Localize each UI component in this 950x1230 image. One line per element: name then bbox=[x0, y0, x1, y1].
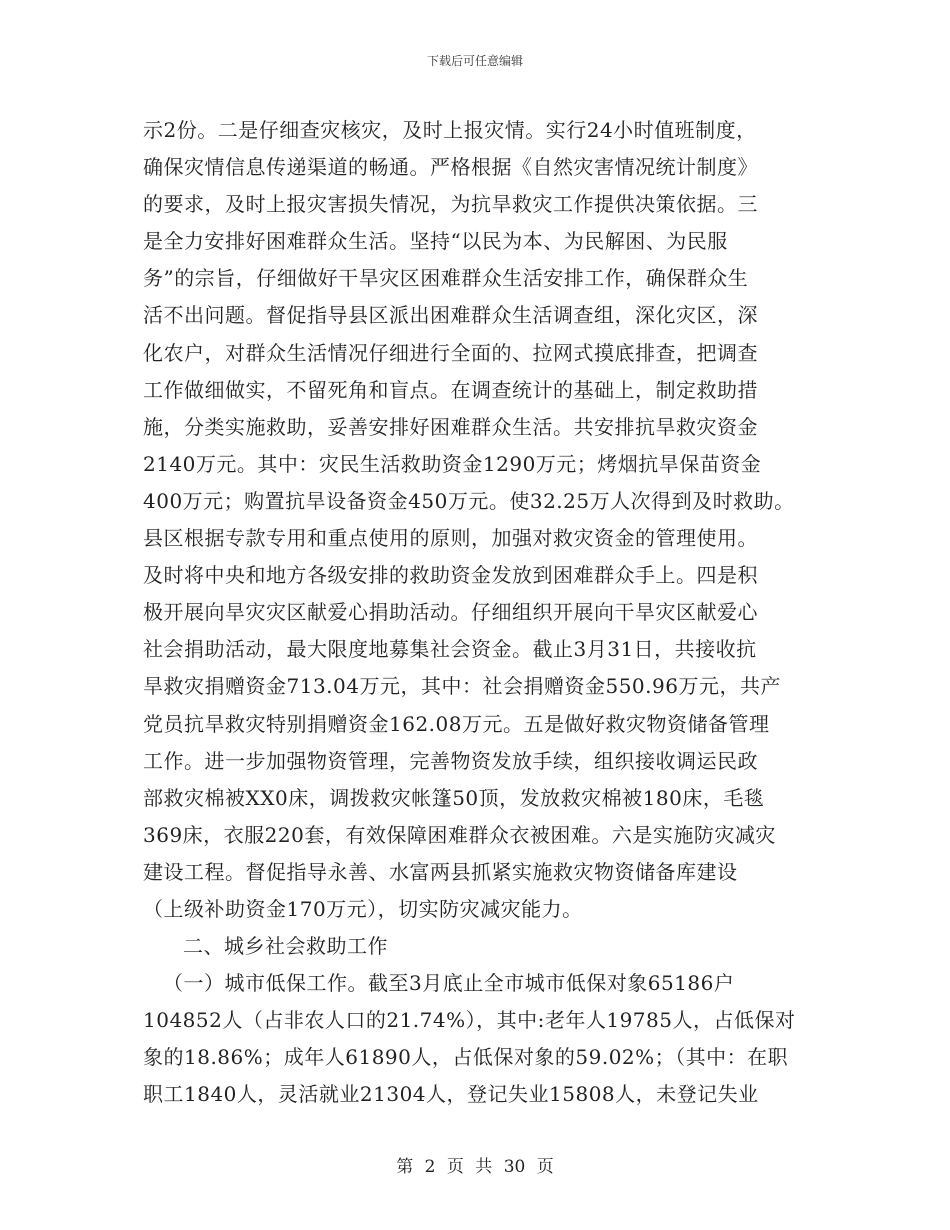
text-line: （上级补助资金170万元），切实防灾减灾能力。 bbox=[143, 896, 583, 921]
text-line: 确保灾情信息传递渠道的畅通。严格根据《自然灾害情况统计制度》 bbox=[143, 155, 758, 180]
text-line: 建设工程。督促指导永善、水富两县抓紧实施救灾物资储备库建设 bbox=[143, 859, 738, 884]
text-line: 示2份。二是仔细查灾核灾，及时上报灾情。实行24小时值班制度， bbox=[143, 118, 757, 142]
text-line: 职工1840人，灵活就业21304人，登记失业15808人，未登记失业 bbox=[143, 1082, 759, 1107]
text-line: 活不出问题。督促指导县区派出困难群众生活调查组，深化灾区，深 bbox=[143, 303, 758, 328]
text-line: 务”的宗旨，仔细做好干旱灾区困难群众生活安排工作，确保群众生 bbox=[143, 266, 749, 291]
text-line: 党员抗旱救灾特别捐赠资金162.08万元。五是做好救灾物资储备管理 bbox=[143, 711, 770, 736]
text-line: 县区根据专款专用和重点使用的原则，加强对救灾资金的管理使用。 bbox=[143, 526, 758, 551]
text-line: 极开展向旱灾灾区献爱心捐助活动。仔细组织开展向干旱灾区献爱心 bbox=[143, 600, 758, 625]
text-line: 部救灾棉被XX0床，调拨救灾帐篷50顶，发放救灾棉被180床，毛毯 bbox=[143, 785, 765, 810]
text-line: 工作做细做实，不留死角和盲点。在调查统计的基础上，制定救助措 bbox=[143, 377, 758, 402]
text-line: 的要求，及时上报灾害损失情况，为抗旱救灾工作提供决策依据。三 bbox=[143, 192, 758, 217]
subsection-heading-line: （一）城市低保工作。截至3月底止全市城市低保对象65186户 bbox=[163, 971, 735, 996]
text-line: 工作。进一步加强物资管理，完善物资发放手续，组织接收调运民政 bbox=[143, 748, 758, 773]
text-line: 369床，衣服220套，有效保障困难群众衣被困难。六是实施防灾减灾 bbox=[143, 822, 776, 847]
page-header: 下载后可任意编辑 bbox=[426, 54, 523, 68]
text-line: 及时将中央和地方各级安排的救助资金发放到困难群众手上。四是积 bbox=[143, 563, 758, 588]
text-line: 象的18.86%；成年人61890人，占低保对象的59.02%；（其中：在职 bbox=[143, 1045, 789, 1070]
document-body bbox=[143, 112, 803, 1114]
text-line: 是全力安排好困难群众生活。坚持“以民为本、为民解困、为民服 bbox=[143, 229, 728, 254]
page-number-footer: 第 2 页 共 30 页 bbox=[396, 1157, 554, 1177]
text-line: 旱救灾捐赠资金713.04万元，其中：社会捐赠资金550.96万元，共产 bbox=[143, 674, 781, 699]
text-line: 400万元；购置抗旱设备资金450万元。使32.25万人次得到及时救助。 bbox=[143, 488, 795, 513]
text-line: 施，分类实施救助，妥善安排好困难群众生活。共安排抗旱救灾资金 bbox=[143, 414, 758, 439]
text-line: 2140万元。其中：灾民生活救助资金1290万元；烤烟抗旱保苗资金 bbox=[143, 451, 762, 476]
text-line: 社会捐助活动，最大限度地募集社会资金。截止3月31日，共接收抗 bbox=[143, 637, 757, 662]
text-line: 104852人（占非农人口的21.74%），其中:老年人19785人，占低保对 bbox=[143, 1008, 796, 1033]
text-line: 化农户，对群众生活情况仔细进行全面的、拉网式摸底排查，把调查 bbox=[143, 340, 758, 365]
section-heading: 二、城乡社会救助工作 bbox=[183, 934, 388, 959]
